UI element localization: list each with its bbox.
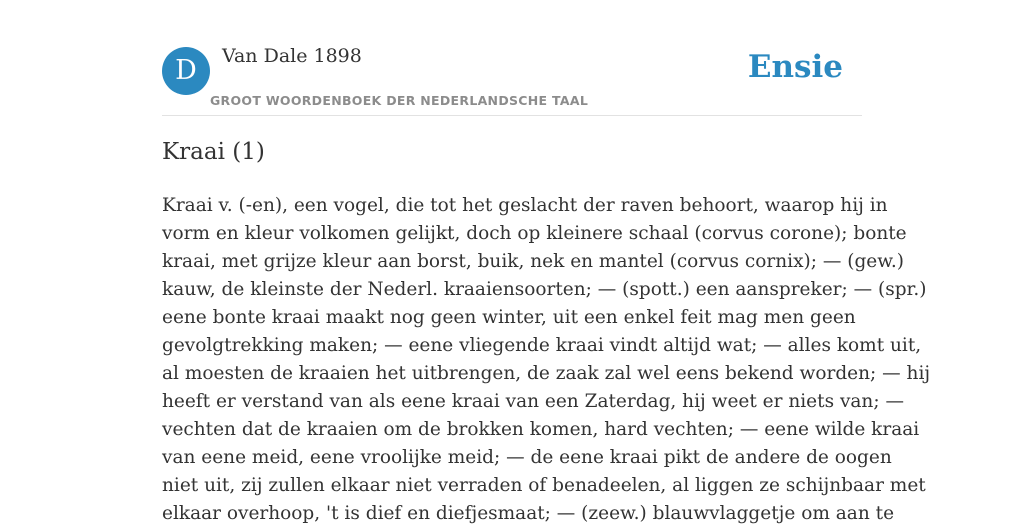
definition-line: al moesten de kraaien het uitbrengen, de zaak zal wel eens bekend worden; — hij — [162, 363, 931, 384]
dictionary-subtitle: GROOT WOORDENBOEK DER NEDERLANDSCHE TAAL — [210, 93, 589, 108]
definition-line: kraai, met grijze kleur aan borst, buik, nek en mantel (corvus cornix); — (gew.) — [162, 251, 904, 272]
definition-line: vechten dat de kraaien om de brokken komen, hard vechten; — eene wilde kraai — [162, 419, 920, 440]
ensie-logo[interactable]: Ensie — [747, 49, 843, 85]
entry-definition — [162, 192, 931, 528]
definition-line: elkaar overhoop, 't is dief en diefjesmaat; — (zeew.) blauwvlaggetje om aan te — [162, 503, 895, 524]
definition-line: van eene meid, eene vroolijke meid; — de eene kraai pikt de andere de oogen — [162, 447, 892, 468]
definition-line: heeft er verstand van als eene kraai van een Zaterdag, hij weet er niets van; — — [162, 391, 904, 412]
definition-line: Kraai v. (-en), een vogel, die tot het geslacht der raven behoort, waarop hij in — [162, 195, 888, 216]
definition-line: niet uit, zij zullen elkaar niet verraden of benadeelen, al liggen ze schijnbaar met — [162, 475, 926, 496]
definition-line: eene bonte kraai maakt nog geen winter, uit een enkel feit mag men geen — [162, 307, 856, 328]
dictionary-name[interactable]: Van Dale 1898 — [222, 45, 362, 67]
dictionary-logo[interactable]: D — [162, 47, 210, 95]
definition-line: gevolgtrekking maken; — eene vliegende kraai vindt altijd wat; — alles komt uit, — [162, 335, 922, 356]
header — [162, 0, 862, 116]
definition-line: vorm en kleur volkomen gelijkt, doch op kleinere schaal (corvus corone); bonte — [162, 223, 907, 244]
definition-line: kauw, de kleinste der Nederl. kraaiensoorten; — (spott.) een aanspreker; — (spr.) — [162, 279, 927, 300]
entry-title: Kraai (1) — [162, 139, 265, 165]
